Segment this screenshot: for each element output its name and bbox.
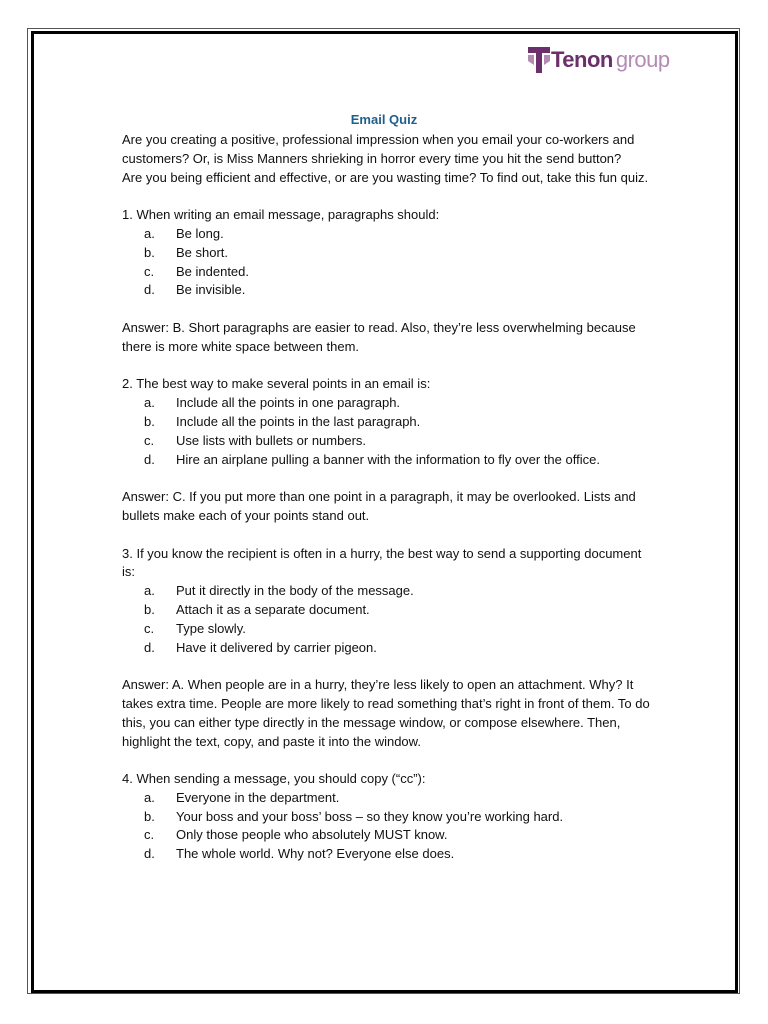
option-item bbox=[122, 789, 652, 808]
option-letter: a. bbox=[144, 225, 155, 241]
question-4-options bbox=[122, 789, 652, 864]
question-1: 1. When writing an email message, paragraphs should: bbox=[122, 207, 440, 223]
option-item bbox=[122, 826, 652, 845]
option-text: Your boss and your boss’ boss – so they know you’re working hard. bbox=[176, 808, 564, 824]
answer-1: Answer: B. Short paragraphs are easier to read. Also, they’re less overwhelming because there is more white space between them. bbox=[122, 319, 636, 354]
option-letter: a. bbox=[144, 789, 155, 805]
question-4: 4. When sending a message, you should copy (“cc”): bbox=[122, 771, 426, 787]
option-text: Be invisible. bbox=[176, 282, 246, 298]
option-item bbox=[122, 601, 652, 620]
option-item bbox=[122, 394, 652, 413]
option-text: Include all the points in one paragraph. bbox=[176, 395, 401, 411]
option-item bbox=[122, 620, 652, 639]
page-title: Email Quiz bbox=[350, 112, 418, 127]
option-text: Only those people who absolutely MUST know. bbox=[176, 827, 448, 843]
option-letter: c. bbox=[144, 263, 155, 279]
option-text: Be indented. bbox=[176, 263, 250, 279]
option-item bbox=[122, 281, 652, 300]
answer-3: Answer: A. When people are in a hurry, they’re less likely to open an attachment. Why? It takes extra time. People are more likely to read something that’s right in front of them. To do this, you can either type directly in the message window, or compose elsewhere. Then, highlight the text, copy, and paste it into the window. bbox=[122, 677, 650, 749]
option-letter: a. bbox=[144, 395, 155, 411]
option-letter: c. bbox=[144, 620, 155, 636]
tenon-group-logo bbox=[528, 46, 670, 74]
option-text: Be long. bbox=[176, 225, 224, 241]
question-3: 3. If you know the recipient is often in a hurry, the best way to send a supporting document is: bbox=[122, 545, 642, 580]
option-letter: b. bbox=[144, 808, 155, 824]
option-text: Use lists with bullets or numbers. bbox=[176, 432, 367, 448]
option-letter: d. bbox=[144, 451, 155, 467]
option-letter: b. bbox=[144, 601, 155, 617]
option-item bbox=[122, 451, 652, 470]
question-2-options bbox=[122, 394, 652, 469]
option-item bbox=[122, 639, 652, 658]
option-item bbox=[122, 582, 652, 601]
option-text: Type slowly. bbox=[176, 620, 246, 636]
option-letter: c. bbox=[144, 827, 155, 843]
question-3-options bbox=[122, 582, 652, 657]
option-letter: d. bbox=[144, 639, 155, 655]
quiz-content bbox=[122, 131, 652, 864]
option-item bbox=[122, 263, 652, 282]
option-letter: d. bbox=[144, 846, 155, 862]
option-item bbox=[122, 808, 652, 827]
intro-paragraph: Are you creating a positive, professional impression when you email your co-workers and customers? Or, is Miss Manners shrieking in horror every time you hit the send button? bbox=[122, 132, 635, 166]
option-text: Hire an airplane pulling a banner with the information to fly over the office. bbox=[176, 451, 600, 467]
option-text: Have it delivered by carrier pigeon. bbox=[176, 639, 377, 655]
option-item bbox=[122, 225, 652, 244]
option-item bbox=[122, 845, 652, 864]
option-item bbox=[122, 244, 652, 263]
option-letter: a. bbox=[144, 583, 155, 599]
answer-2: Answer: C. If you put more than one point in a paragraph, it may be overlooked. Lists and bullets make each of your points stand out. bbox=[122, 489, 636, 523]
option-item bbox=[122, 413, 652, 432]
option-text: Attach it as a separate document. bbox=[176, 601, 370, 617]
option-text: Be short. bbox=[176, 244, 229, 260]
option-text: Put it directly in the body of the message. bbox=[176, 583, 414, 599]
option-text: Everyone in the department. bbox=[176, 789, 340, 805]
option-text: The whole world. Why not? Everyone else does. bbox=[176, 846, 455, 862]
option-item bbox=[122, 432, 652, 451]
intro-paragraph: Are you being efficient and effective, or are you wasting time? To find out, take this fun quiz. bbox=[122, 169, 649, 185]
option-letter: d. bbox=[144, 282, 155, 298]
tenon-logo-mark-icon bbox=[528, 47, 550, 73]
option-letter: b. bbox=[144, 413, 155, 429]
question-2: 2. The best way to make several points in an email is: bbox=[122, 376, 431, 392]
option-letter: c. bbox=[144, 432, 155, 448]
option-letter: b. bbox=[144, 244, 155, 260]
logo-brand-text: Tenon bbox=[551, 47, 613, 72]
logo-group-text: group bbox=[615, 47, 670, 72]
option-text: Include all the points in the last paragraph. bbox=[176, 413, 421, 429]
question-1-options bbox=[122, 225, 652, 300]
